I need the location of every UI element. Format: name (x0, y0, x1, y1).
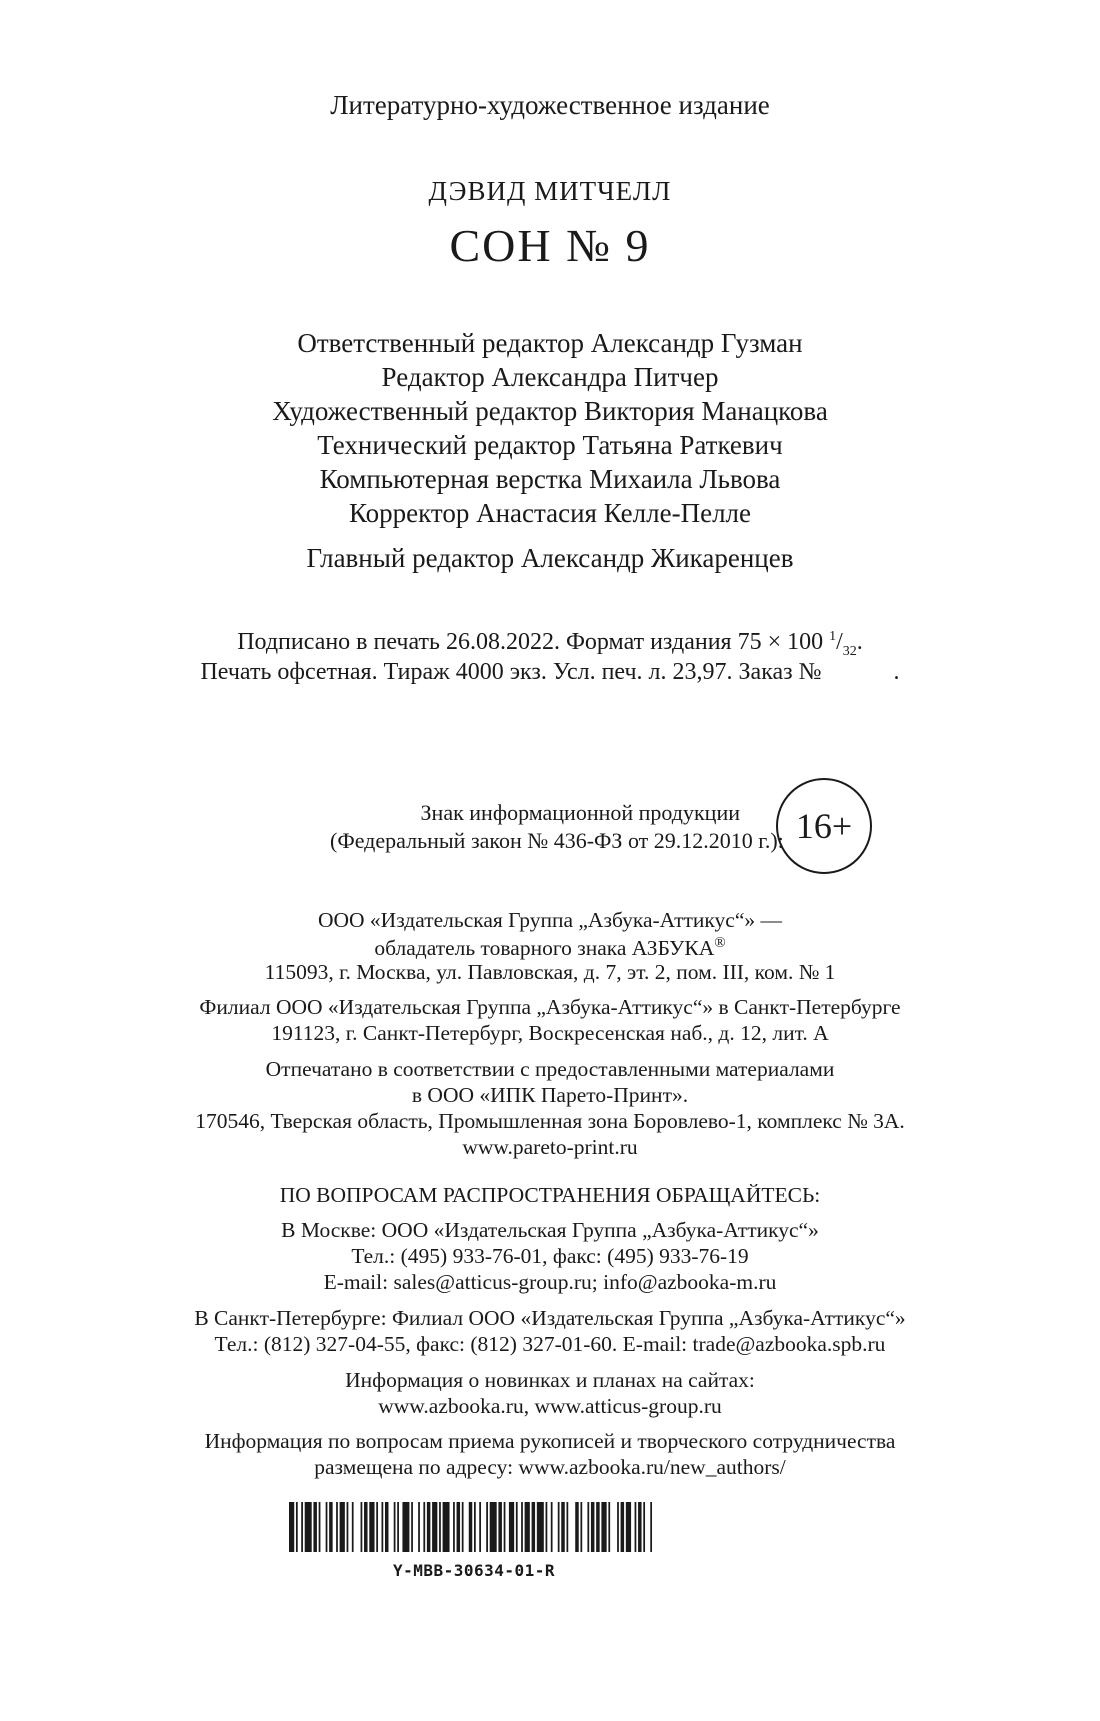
barcode-bar (546, 1502, 548, 1552)
print-info-line-1-end: . (856, 629, 863, 655)
barcode-bar (385, 1502, 388, 1552)
barcode-bar (490, 1502, 497, 1552)
barcode-bar (635, 1502, 637, 1552)
barcode-image (289, 1502, 659, 1552)
barcode-bar (397, 1502, 399, 1552)
barcode-bar (537, 1502, 544, 1552)
chief-editor: Главный редактор Александр Жикаренцев (306, 543, 794, 573)
barcode-bar (575, 1502, 578, 1552)
barcode-bar (296, 1502, 298, 1552)
barcode-bar (504, 1502, 506, 1552)
barcode-bar (361, 1502, 363, 1552)
print-info-line-2-end: . (893, 659, 900, 685)
barcode-bar (587, 1502, 589, 1552)
barcode-bar (617, 1502, 619, 1552)
age-rating-badge: 16+ (776, 778, 872, 874)
barcode-bar (567, 1502, 569, 1552)
barcode-bar (650, 1502, 652, 1552)
barcode-bar (418, 1502, 420, 1552)
publisher-address: 115093, г. Москва, ул. Павловская, д. 7, эт. 2, пом. III, ком. № 1 (264, 960, 836, 984)
branch-address: 191123, г. Санкт-Петербург, Воскресенская наб., д. 12, лит. А (271, 1021, 829, 1045)
publisher-trademark: обладатель товарного знака АЗБУКА (374, 936, 715, 961)
barcode-bar (411, 1502, 413, 1552)
barcode-bar (443, 1502, 450, 1552)
barcode-bar (427, 1502, 430, 1552)
barcode-bar (516, 1502, 518, 1552)
barcode-bar (289, 1502, 294, 1552)
credit-line: Ответственный редактор Александр Гузман (297, 328, 803, 358)
barcode-bar (394, 1502, 396, 1552)
info-sign-law: (Федеральный закон № 436-ФЗ от 29.12.2010 г.): (330, 828, 784, 853)
barcode-bar (608, 1502, 610, 1552)
edition-type: Литературно-художественное издание (330, 90, 770, 120)
barcode-bar (432, 1502, 437, 1552)
barcode-bar (376, 1502, 378, 1552)
author-name: ДЭВИД МИТЧЕЛЛ (428, 176, 672, 206)
barcode-bar (457, 1502, 460, 1552)
print-info-line-2 (0, 660, 1100, 684)
barcode-bar (486, 1502, 488, 1552)
barcode-bar (352, 1502, 354, 1552)
manuscripts-line-2: размещена по адресу: www.azbooka.ru/new_authors/ (314, 1455, 786, 1479)
barcode-bar (479, 1502, 481, 1552)
websites-line-1: Информация о новинках и планах на сайтах: (345, 1368, 755, 1392)
format-denominator: 32 (842, 643, 857, 659)
credit-line: Художественный редактор Виктория Манацкова (272, 396, 828, 426)
spb-contact: В Санкт-Петербурге: Филиал ООО «Издательская Группа „Азбука-Аттикус“» (194, 1306, 906, 1330)
printer-line-1: Отпечатано в соответствии с предоставленными материалами (265, 1057, 835, 1081)
barcode-bar (319, 1502, 321, 1552)
barcode-bar (601, 1502, 606, 1552)
print-info-line-1 (0, 630, 1100, 659)
barcode-bar (369, 1502, 374, 1552)
barcode-bar (336, 1502, 338, 1552)
barcode-bar (301, 1502, 303, 1552)
barcode-bar (558, 1502, 560, 1552)
barcode-bar (439, 1502, 441, 1552)
barcode-bar (305, 1502, 312, 1552)
barcode-bar (453, 1502, 455, 1552)
barcode-bar (329, 1502, 332, 1552)
credit-line: Компьютерная верстка Михаила Львова (319, 464, 781, 494)
distribution-heading: ПО ВОПРОСАМ РАСПРОСТРАНЕНИЯ ОБРАЩАЙТЕСЬ: (279, 1183, 821, 1207)
publisher-line-1: ООО «Издательская Группа „Азбука-Аттикус“» — (317, 908, 783, 932)
moscow-email: E-mail: sales@atticus-group.ru; info@azbooka-m.ru (323, 1270, 777, 1294)
printer-address: 170546, Тверская область, Промышленная зона Боровлево-1, комплекс № 3А. (195, 1109, 905, 1133)
registered-mark: ® (714, 935, 726, 951)
format-fraction: $^1/_{32}$ (829, 629, 857, 659)
barcode-bar (474, 1502, 476, 1552)
websites-line-2: www.azbooka.ru, www.atticus-group.ru (378, 1394, 722, 1418)
barcode-bar (532, 1502, 535, 1552)
info-sign-label: Знак информационной продукции (420, 800, 740, 825)
barcode-bar (521, 1502, 523, 1552)
printer-website: www.pareto-print.ru (462, 1135, 638, 1159)
barcode-bar (591, 1502, 594, 1552)
publisher-line-2 (0, 936, 1100, 960)
print-date-format: Подписано в печать 26.08.2022. Формат издания 75 × 100 (237, 629, 824, 655)
barcode-bar (364, 1502, 367, 1552)
manuscripts-line-1: Информация по вопросам приема рукописей и творческого сотрудничества (204, 1429, 896, 1453)
barcode-bar (561, 1502, 564, 1552)
branch-line-1: Филиал ООО «Издательская Группа „Азбука-Аттикус“» в Санкт-Петербурге (199, 995, 901, 1019)
barcode-bar (382, 1502, 384, 1552)
book-title: СОН № 9 (449, 220, 651, 271)
credit-line: Корректор Анастасия Келле-Пелле (348, 498, 752, 528)
credit-line: Редактор Александра Питчер (381, 362, 719, 392)
moscow-phone: Тел.: (495) 933-76-01, факс: (495) 933-76-19 (351, 1244, 749, 1268)
format-numerator: 1 (829, 629, 837, 644)
spb-phone-email: Тел.: (812) 327-04-55, факс: (812) 327-01-60. E-mail: trade@azbooka.spb.ru (214, 1332, 886, 1356)
barcode-bar (551, 1502, 553, 1552)
barcode-bar (340, 1502, 345, 1552)
barcode-bar (313, 1502, 316, 1552)
credit-line: Технический редактор Татьяна Раткевич (317, 430, 783, 460)
barcode-bar (525, 1502, 530, 1552)
barcode-bar (596, 1502, 599, 1552)
barcode-bar (638, 1502, 641, 1552)
barcode-bar (423, 1502, 425, 1552)
barcode-bar (626, 1502, 631, 1552)
barcode-bar (580, 1502, 582, 1552)
barcode-bar (347, 1502, 349, 1552)
barcode-bar (643, 1502, 645, 1552)
barcode-bar (621, 1502, 624, 1552)
barcode-bar (402, 1502, 409, 1552)
barcode-bar (462, 1502, 464, 1552)
barcode-bar (469, 1502, 472, 1552)
barcode-bar (498, 1502, 501, 1552)
moscow-contact: В Москве: ООО «Издательская Группа „Азбука-Аттикус“» (281, 1218, 819, 1242)
print-run-info: Печать офсетная. Тираж 4000 экз. Усл. печ. л. 23,97. Заказ № (200, 659, 822, 685)
barcode-label: Y-MBB-30634-01-R (392, 1561, 556, 1580)
printer-line-2: в ООО «ИПК Парето-Принт». (411, 1083, 689, 1107)
barcode-bar (326, 1502, 328, 1552)
barcode-bar (509, 1502, 514, 1552)
